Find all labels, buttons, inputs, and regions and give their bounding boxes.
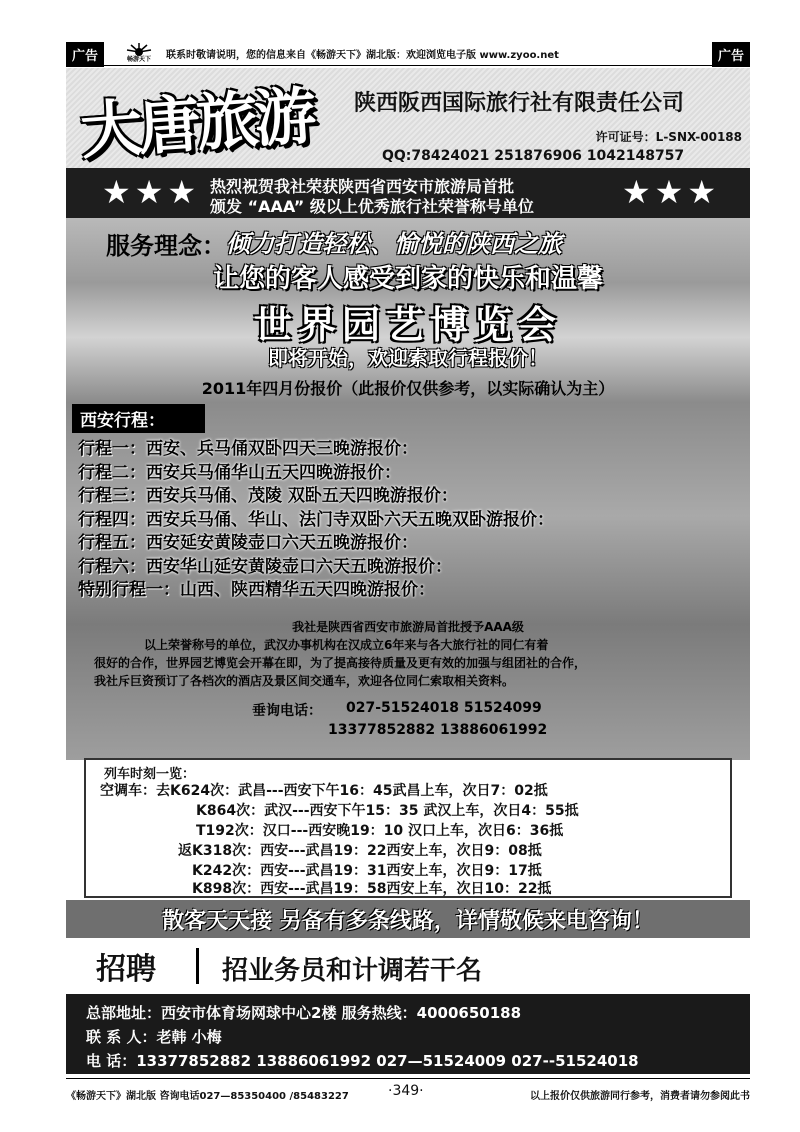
list-item: 行程六：西安华山延安黄陵壶口六天五晚游报价： bbox=[78, 556, 452, 577]
qq-numbers: QQ:78424021 251876906 1042148757 bbox=[382, 148, 685, 164]
hotline-numbers-1: 027-51524018 51524099 bbox=[346, 700, 542, 716]
list-item: 行程一：西安、兵马俑双卧四天三晚游报价： bbox=[78, 439, 418, 459]
table-row: K864次：武汉---西安下午15：35 武汉上车，次日4：55抵 bbox=[196, 803, 579, 819]
magazine-logo bbox=[118, 42, 160, 62]
stars-left-icon: ★★★ bbox=[102, 173, 201, 211]
service-label: 服务理念： bbox=[106, 232, 226, 260]
intro-line-2: 以上荣誉称号的单位，武汉办事机构在汉成立6年来与各大旅行社的同仁有着 bbox=[144, 638, 549, 652]
congrats-line-2: 颁发 “AAA” 级以上优秀旅行社荣誉称号单位 bbox=[210, 197, 534, 216]
stars-right-icon: ★★★ bbox=[621, 173, 720, 211]
recruit-section bbox=[66, 938, 750, 992]
intro-line-3: 很好的合作，世界园艺博览会开幕在即，为了提高接待质量及更有效的加强与组团社的合作， bbox=[94, 656, 587, 670]
table-row: 空调车：去K624次：武昌---西安下午16：45武昌上车，次日7：02抵 bbox=[100, 783, 548, 799]
footer-right-note: 以上报价仅供旅游同行参考，消费者请勿参阅此书 bbox=[530, 1091, 750, 1102]
agency-intro bbox=[86, 618, 730, 690]
agency-header bbox=[66, 68, 750, 168]
walkin-text: 散客天天接 另备有多条线路，详情敬候来电咨询！ bbox=[162, 909, 654, 934]
contact-block bbox=[66, 994, 750, 1074]
intro-line-4: 我社斥巨资预订了各档次的酒店及景区间交通车，欢迎各位同仁索取相关资料。 bbox=[94, 674, 515, 688]
train-schedule bbox=[84, 758, 732, 898]
company-name: 陕西阪西国际旅行社有限责任公司 bbox=[354, 91, 685, 116]
walkin-banner bbox=[66, 900, 750, 938]
ad-label-right: 广告 bbox=[712, 42, 750, 67]
top-ribbon bbox=[66, 40, 750, 66]
list-item: 行程二：西安兵马俑华山五天四晚游报价： bbox=[78, 462, 401, 483]
congrats-line-1: 热烈祝贺我社荣获陕西省西安市旅游局首批 bbox=[210, 177, 515, 196]
table-row: 返K318次：西安---武昌19：22西安上车，次日9：08抵 bbox=[178, 843, 542, 859]
contact-person: 联 系 人：老韩 小梅 bbox=[86, 1028, 222, 1046]
source-note: 联系时敬请说明，您的信息来自《畅游天下》湖北版：欢迎浏览电子版 www.zyoo.net bbox=[166, 50, 559, 61]
contact-phone: 电 话：13377852882 13886061992 027—51524009 027--51524018 bbox=[86, 1052, 639, 1070]
list-item: 行程三：西安兵马俑、茂陵 双卧五天四晚游报价： bbox=[78, 486, 458, 506]
recruit-divider bbox=[196, 948, 199, 984]
expo-title: 世界园艺博览会 bbox=[253, 302, 562, 347]
table-row: T192次：汉口---西安晚19：10 汉口上车，次日6：36抵 bbox=[196, 823, 564, 839]
hotline-label: 垂询电话： bbox=[252, 703, 322, 719]
table-row: K242次：西安---武昌19：31西安上车，次日9：17抵 bbox=[192, 863, 542, 879]
slogan: 让您的客人感受到家的快乐和温馨 bbox=[212, 264, 603, 294]
main-banner bbox=[66, 218, 750, 760]
service-text: 倾力打造轻松、愉悦的陕西之旅 bbox=[226, 229, 562, 258]
list-item: 特别行程一：山西、陕西精华五天四晚游报价： bbox=[78, 580, 435, 600]
contact-address: 总部地址：西安市体育场网球中心2楼 服务热线：4000650188 bbox=[86, 1004, 522, 1022]
itinerary-list bbox=[78, 434, 748, 599]
table-row: K898次：西安---武昌19：58西安上车，次日10：22抵 bbox=[192, 881, 552, 897]
intro-line-1: 我社是陕西省西安市旅游局首批授予AAA级 bbox=[292, 620, 524, 634]
recruit-text: 招业务员和计调若干名 bbox=[222, 956, 483, 986]
page-number: ·349· bbox=[388, 1083, 424, 1099]
brand-logo-text: 大唐旅游 bbox=[78, 78, 315, 168]
svg-text:畅游天下: 畅游天下 bbox=[126, 56, 152, 62]
list-item: 行程四：西安兵马俑、华山、法门寺双卧六天五晚双卧游报价： bbox=[78, 509, 554, 530]
page-footer bbox=[66, 1078, 750, 1102]
xian-section-title: 西安行程： bbox=[72, 404, 205, 433]
hotline-numbers-2: 13377852882 13886061992 bbox=[328, 722, 548, 738]
ad-label-left: 广告 bbox=[66, 42, 104, 67]
congrats-bar bbox=[66, 168, 750, 218]
price-note: 2011年四月份报价（此报价仅供参考，以实际确认为主） bbox=[201, 379, 615, 398]
coming-soon: 即将开始，欢迎索取行程报价！ bbox=[268, 346, 548, 370]
recruit-label: 招聘 bbox=[96, 952, 156, 987]
train-schedule-title: 列车时刻一览： bbox=[104, 767, 196, 782]
list-item: 行程五：西安延安黄陵壶口六天五晚游报价： bbox=[78, 533, 418, 553]
footer-left-note: 《畅游天下》湖北版 咨询电话027—85350400 /85483227 bbox=[66, 1091, 349, 1102]
license-number: 许可证号：L-SNX-00188 bbox=[595, 130, 742, 144]
